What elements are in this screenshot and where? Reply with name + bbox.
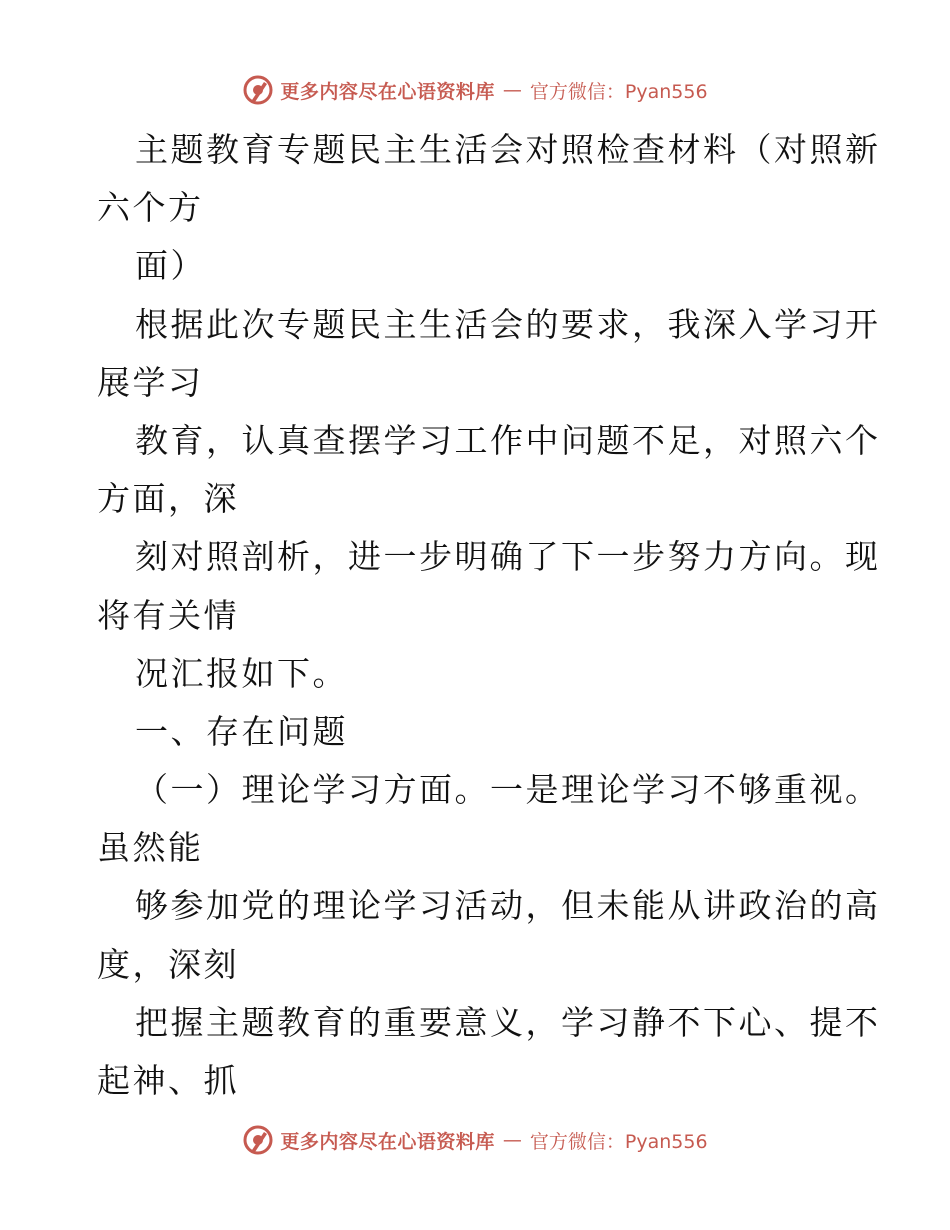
- text-line: 将有关情: [97, 595, 239, 635]
- text-line: 把握主题教育的重要意义，学习静不下心、提不: [135, 1002, 881, 1042]
- watermark-banner-bottom: [0, 1120, 950, 1160]
- text-line: （一）理论学习方面。一是理论学习不够重视。: [135, 770, 881, 810]
- text-line: 够参加党的理论学习活动，但未能从讲政治的高: [135, 886, 881, 926]
- text-line: 度，深刻: [97, 944, 239, 984]
- text-line: 虽然能: [97, 828, 204, 868]
- text-line: 根据此次专题民主生活会的要求，我深入学习开: [135, 304, 881, 344]
- text-line: 主题教育专题民主生活会对照检查材料（对照新: [135, 130, 881, 169]
- pen-logo-icon: [242, 74, 274, 106]
- text-line: 教育，认真查摆学习工作中问题不足，对照六个: [135, 420, 881, 460]
- document-body: [97, 121, 881, 1110]
- pen-logo-icon: [242, 1124, 274, 1156]
- watermark-banner-top: [0, 70, 950, 110]
- text-line: 面）: [135, 246, 206, 286]
- text-line: 一、存在问题: [135, 711, 348, 751]
- text-line: 六个方: [97, 188, 204, 228]
- text-line: 刻对照剖析，进一步明确了下一步努力方向。现: [135, 537, 881, 577]
- watermark-site-text: 更多内容尽在心语资料库: [280, 80, 495, 103]
- watermark-dash: —: [502, 79, 522, 101]
- text-line: 况汇报如下。: [135, 653, 348, 693]
- text-line: 方面，深: [97, 479, 239, 519]
- text-line: 起神、抓: [97, 1061, 239, 1100]
- text-line: 展学习: [97, 362, 204, 402]
- watermark-contact-text: 官方微信：Pyan556: [529, 1130, 708, 1153]
- watermark-contact-text: 官方微信：Pyan556: [529, 80, 708, 103]
- watermark-site-text: 更多内容尽在心语资料库: [280, 1130, 495, 1153]
- watermark-dash: —: [502, 1129, 522, 1151]
